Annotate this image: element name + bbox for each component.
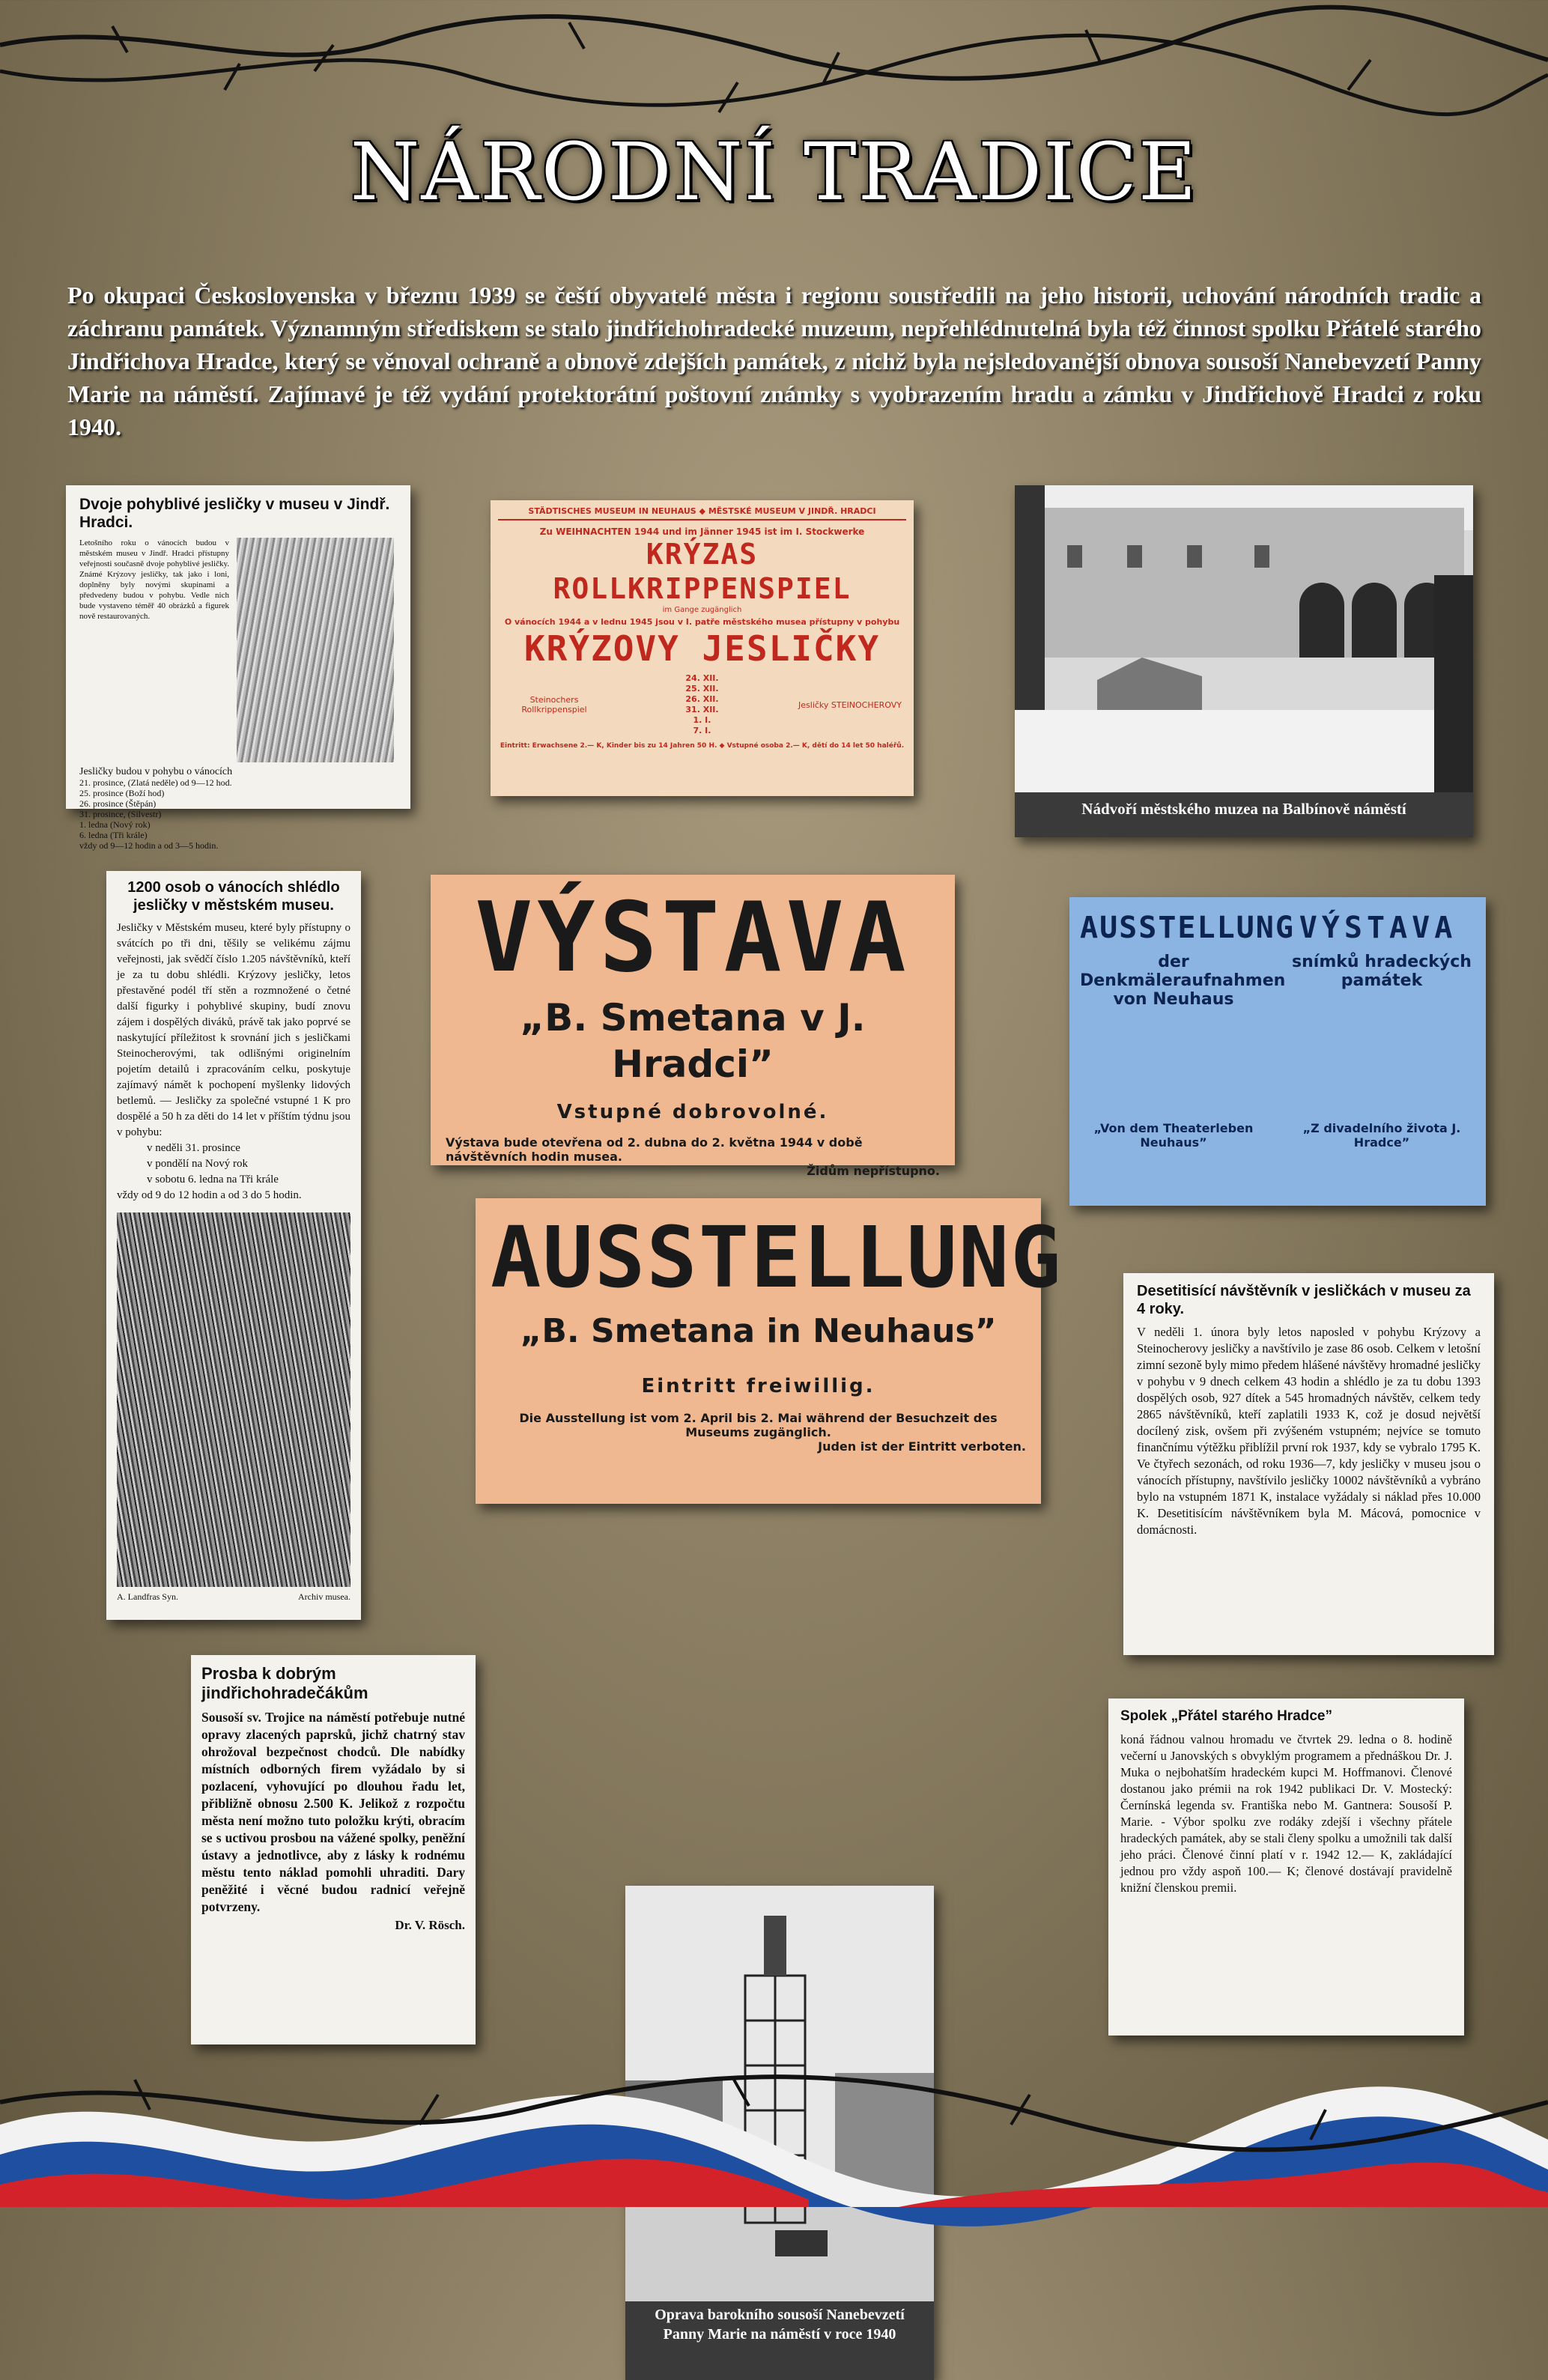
poster-footer: Eintritt: Erwachsene 2.— K, Kinder bis zu 14 Jahren 50 H. ◆ Vstupné osoba 2.— K, dětí do 14 let 50 haléřů. (500, 742, 905, 750)
poster-vystava-smetana (431, 875, 955, 1178)
poster-note: Výstava bude otevřena od 2. dubna do 2. května 1944 v době návštěvních hodin musea. (446, 1135, 863, 1164)
poster-note: Die Ausstellung ist vom 2. April bis 2. Mai während der Besuchzeit des Museums zugänglich. (519, 1411, 998, 1439)
clip-schedule-title: Jesličky budou v pohybu o vánocích (79, 766, 233, 777)
intro-paragraph: Po okupaci Československa v březnu 1939 se čeští obyvatelé města i regionu soustředili na jeho historii, uchování národních tradic a záchranu památek. Významným střediskem se stalo jindřichohradecké muzeum, nepřehlédnutelná byla též činnost spolku Přátelé starého Jindřichova Hradce, který se věnoval ochraně a obnově zdejších památek, z nichž byla nejsledovanější obnova sousoší Nanebevzetí Panny Marie na náměstí. Zajímavé je též vydání protektorátní poštovní známky s vyobrazením hradu a zámku v Jindřichově Hradci z roku 1940. (67, 282, 1481, 440)
clip-credit-left: A. Landfras Syn. (117, 1591, 178, 1602)
poster-header: STÄDTISCHES MUSEUM IN NEUHAUS ◆ MĚSTSKÉ MUSEUM V JINDŘ. HRADCI (498, 506, 906, 520)
clip-credit-right: Archiv musea. (298, 1591, 350, 1602)
poster-subtitle: „B. Smetana v J. Hradci” (520, 996, 866, 1086)
photo-caption: Oprava barokního sousoší Nanebevzetí Panny Marie na náměstí v roce 1940 (655, 2307, 905, 2343)
poster-sub-de: der Denkmäleraufnahmen von Neuhaus (1080, 953, 1286, 1009)
poster-dates: 24. XII. 25. XII. 26. XII. 31. XII. 1. I. 7. I. (685, 673, 719, 735)
poster-kryzovy-jeslicky (491, 500, 914, 796)
clip-hours: vždy od 9—12 hodin a od 3—5 hodin. (79, 840, 219, 851)
poster-title-cz: KRÝZOVY JESLIČKY (523, 628, 881, 669)
page-title: NÁRODNÍ TRADICE (350, 126, 1198, 218)
poster-ausstellung-smetana (476, 1198, 1063, 1504)
barbed-wire-top-decoration (0, 0, 1548, 127)
poster-sub-cz: O vánocích 1944 a v lednu 1945 jsou v I. patře městského musea přístupny v pohybu (504, 617, 900, 627)
scaffold-photo (625, 1886, 934, 2301)
poster-note2: Juden ist der Eintritt verboten. (818, 1439, 1026, 1454)
poster-bottom-de: „Von dem Theaterleben Neuhaus” (1093, 1121, 1254, 1150)
newspaper-clip-cribs (66, 485, 410, 851)
photo-statue-restoration-1940 (625, 1886, 934, 2380)
clip-title: 1200 osob o vánocích shlédlo jesličky v městském museu. (127, 879, 340, 914)
poster-right-label: Jesličky STEINOCHEROVY (798, 699, 902, 710)
poster-subtitle: „B. Smetana in Neuhaus” (520, 1312, 997, 1350)
clip-title: Spolek „Přátel starého Hradce” (1120, 1708, 1332, 1724)
poster-title: VÝSTAVA (475, 882, 911, 994)
clip-schedule: v neděli 31. prosince v pondělí na Nový rok v sobotu 6. ledna na Tři krále (147, 1142, 279, 1186)
poster-note2: Židům nepřístupno. (807, 1164, 940, 1178)
poster-entry: Vstupné dobrovolné. (556, 1101, 829, 1123)
crib-engraving-image (117, 1212, 350, 1587)
clip-schedule: 21. prosince, (Zlatá neděle) od 9—12 hod. 25. prosince (Boží hod) 26. prosince (Štěpán) 31. prosince, (Silvestr) 1. ledna (Nový rok) 6. ledna (Tři krále) (79, 777, 232, 840)
clip-title: Desetitisící návštěvník v jesličkách v museu za 4 roky. (1137, 1283, 1471, 1317)
newspaper-clip-1200-visitors (106, 871, 361, 1620)
poster-title-de: KRÝZAS ROLLKRIPPENSPIEL (553, 538, 852, 605)
poster-title-cz: VÝSTAVA (1299, 911, 1457, 945)
clip-body: Sousoší sv. Trojice na náměstí potřebuje nutné opravy zlacených paprsků, jichž chatrný stav ohrožoval bezpečnost chodců. Dle nabídky místních odborných firem vyžádalo by si pozlacení, vyhovující po dlouhou řadu let, přibližně obnosu 2.500 K. Jelikož z rozpočtu města není možno tuto položku krýti, obracím se s uctivou prosbou na vážené spolky, peněžní ústavy a jednotlivce, aby z lásky k rodnému městu tento náklad pomohli uhraditi. Dary peněžité i věcné budou radnicí veřejně potvrzeny. (201, 1710, 465, 1914)
photo-museum-courtyard (1015, 485, 1473, 837)
poster-sub-de2: im Gange zugänglich (662, 606, 742, 614)
clip-body: V neděli 1. února byly letos naposled v pohybu Krýzovy a Steinocherovy jesličky a navštívilo je zase 86 osob. Celkem v letošní zimní sezoně byly mimo předem hlášené návštěvy hromadné jesličky v pohybu v 9 dnech celkem 43 hodin a shlédlo je za tu dobu 1393 dospělých osob, 927 dítek a 545 hromadných návštěv, celkem tedy 2865 návštěvníků, kteří zaplatili 1933 K, což je dosud největší docílený zisk, ovšem při zvýšeném vstupném; nejvíce se tomuto finančnímu výtěžku přiblížil první rok 1937, kdy se vybralo 1795 K. Ve čtyřech sezonách, od roku 1936—7, kdy jesličky v museu jsou o vánocích přístupny, navštívilo jesličky 10002 návštěvníků a vybráno bylo na vstupném 1871 K, instalace vyžádaly si náklad přes 10.000 K. Desetitisícím návštěvníkem byla M. Mácová, pomocnice v domácnosti. (1137, 1325, 1481, 1537)
poster-entry: Eintritt freiwillig. (641, 1375, 875, 1397)
crib-engraving-image (237, 538, 394, 762)
poster-sub-cz: snímků hradeckých památek (1292, 953, 1472, 990)
newspaper-clip-ten-thousandth-visitor (1123, 1273, 1494, 1655)
clip-body: Letošního roku o vánocích budou v městském museu v Jindř. Hradci přístupny veřejnosti současně dvoje pohyblivé jesličky. Známé Krýzovy jesličky, tak jako i loni, doplněny byly novými skupinami a předvedeny budou v pohybu. Vedle nich bude vystaveno téměř 40 obrázků a figurek nově restaurovaných. (79, 538, 229, 621)
poster-title: AUSSTELLUNG (491, 1209, 1063, 1307)
clip-title: Dvoje pohyblivé jesličky v museu v Jindř. Hradci. (79, 496, 390, 531)
photo-caption: Nádvoří městského muzea na Balbínově náměstí (1081, 800, 1406, 818)
clip-title: Prosba k dobrým jindřichohradečákům (201, 1664, 368, 1702)
newspaper-clip-prosba (191, 1655, 476, 2044)
poster-title-de: AUSSTELLUNG (1080, 911, 1295, 945)
clip-hours: vždy od 9 do 12 hodin a od 3 do 5 hodin. (117, 1189, 302, 1201)
poster-sub-de: Zu WEIHNACHTEN 1944 und im Jänner 1945 ist im I. Stockwerke (539, 526, 865, 537)
clip-signature: Dr. V. Rösch. (395, 1918, 465, 1932)
newspaper-clip-spolek (1108, 1699, 1464, 2036)
poster-bottom-cz: „Z divadelního života J. Hradce” (1302, 1121, 1461, 1150)
poster-left-label: Steinochers Rollkrippenspiel (521, 695, 587, 714)
poster-ausstellung-vystava-blue (1069, 897, 1486, 1206)
courtyard-photo (1015, 485, 1473, 792)
clip-body: koná řádnou valnou hromadu ve čtvrtek 29. ledna o 8. hodině večerní u Janovských s obvyklým programem a přednáškou Dr. J. Muka o nejbohatším hradeckém kupci M. Hoffmanovi. Členové dostanou jako prémii na rok 1942 publikaci Dr. V. Mostecký: Černínská legenda sv. Františka nebo M. Gantnera: Sousoší P. Marie. - Výbor spolku zve rodáky zdejší i všechny přátele hradeckých památek, aby se stali členy spolku a umožnili tak další jeho práci. Členové činní platí v r. 1942 12.— K, zakládající jednou pro vždy aspoň 100.— K; členové dostávají pravidelně knižní členskou premii. (1120, 1732, 1452, 1895)
clip-body: Jesličky v Městském museu, které byly přístupny o svátcích po tři dni, těšily se velikému zájmu veřejnosti, jak svědčí číslo 1.205 návštěvníků, kteří je za tu dobu shlédli. Krýzovy jesličky, letos přestavěné podél tří stěn a rozmnožené o četné další figurky i pohyblivé skupiny, budí znovu zájem i dospělých diváků, právě tak jako poprvé se naskytující příležitost k srovnání jich s jesličkami Steinocherovými, tak odlišnými originelním pojetím detailů i zpracováním celku, poskytuje zajímavý námět k pochopení myšlenky lidových betlemů. — Jesličky za společné vstupné 1 K pro dospělé a 50 h za děti do 14 let v příštím týdnu jsou v pohybu: (117, 922, 350, 1138)
